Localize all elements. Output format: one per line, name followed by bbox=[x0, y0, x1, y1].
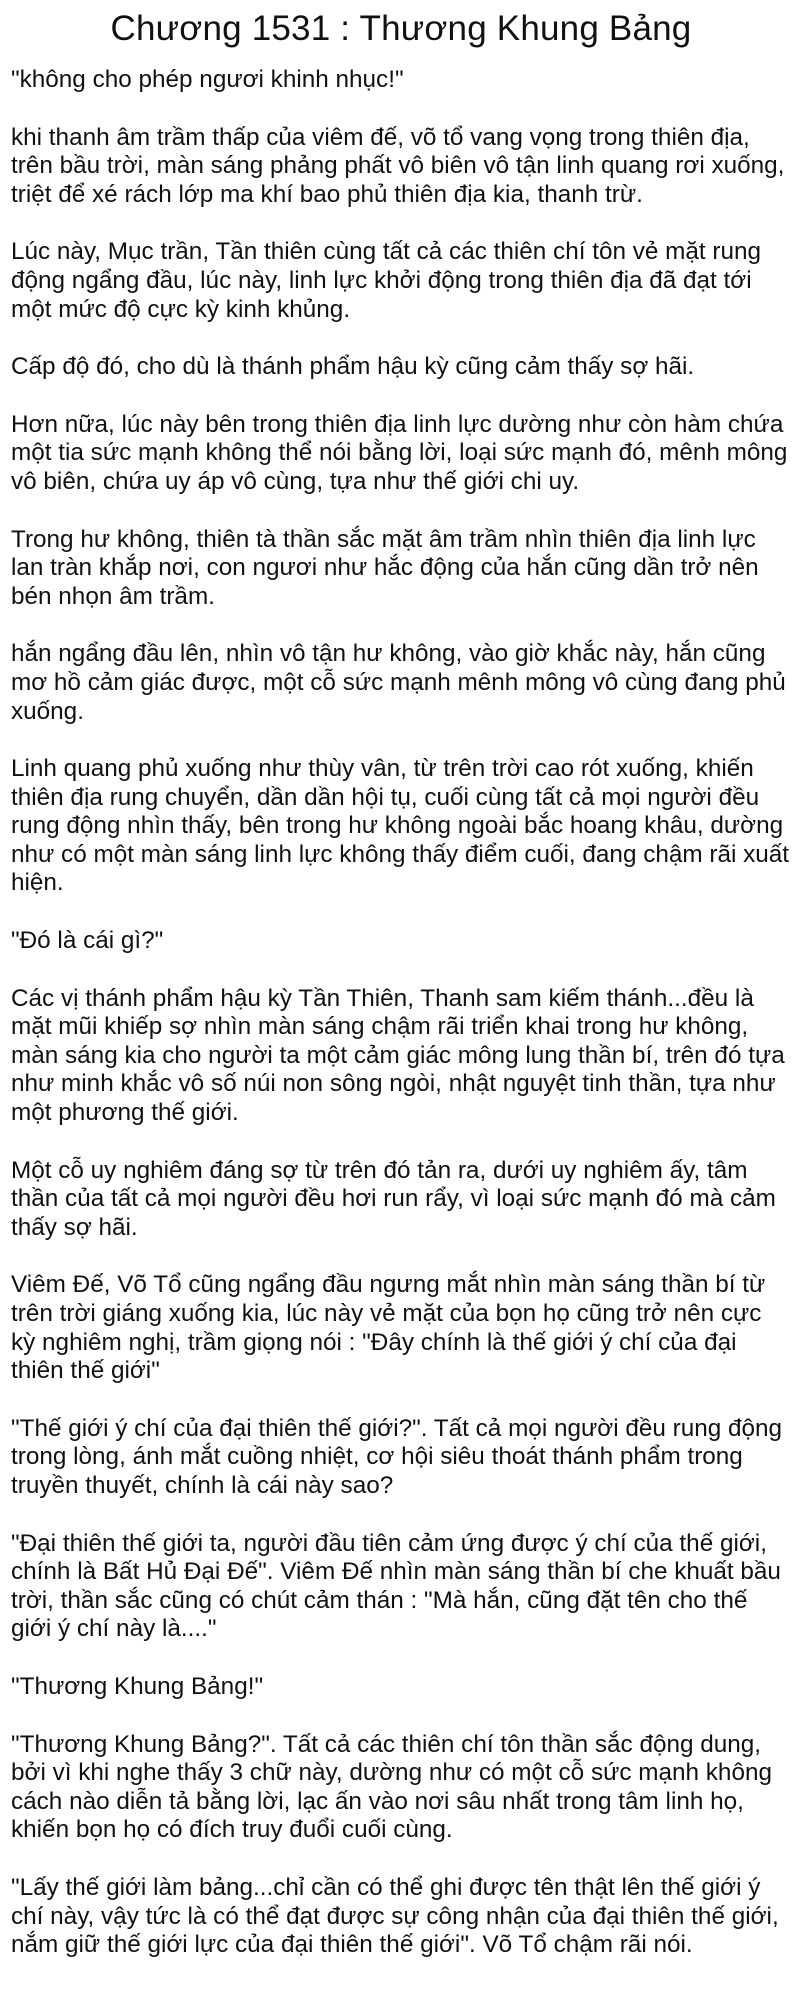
chapter-body bbox=[11, 66, 791, 1960]
paragraph: khi thanh âm trầm thấp của viêm đế, võ tổ vang vọng trong thiên địa, trên bầu trời, màn sáng phảng phất vô biên vô tận linh quang rơi xuống, triệt để xé rách lớp ma khí bao phủ thiên địa kia, thanh trừ. bbox=[11, 123, 785, 208]
paragraph: Một cỗ uy nghiêm đáng sợ từ trên đó tản ra, dưới uy nghiêm ấy, tâm thần của tất cả mọi người đều hơi run rẩy, vì loại sức mạnh đó mà cảm thấy sợ hãi. bbox=[11, 1156, 776, 1241]
paragraph: "Thế giới ý chí của đại thiên thế giới?". Tất cả mọi người đều rung động trong lòng, ánh mắt cuồng nhiệt, cơ hội siêu thoát thánh phẩm trong truyền thuyết, chính là cái này sao? bbox=[11, 1414, 783, 1499]
paragraph: Linh quang phủ xuống như thùy vân, từ trên trời cao rót xuống, khiến thiên địa rung chuyển, dần dần hội tụ, cuối cùng tất cả mọi người đều rung động nhìn thấy, bên trong hư không ngoài bắc hoang khâu, dường như có một màn sáng linh lực không thấy điểm cuối, đang chậm rãi xuất hiện. bbox=[11, 755, 790, 897]
paragraph: Trong hư không, thiên tà thần sắc mặt âm trầm nhìn thiên địa linh lực lan tràn khắp nơi, con ngươi như hắc động của hắn cũng dần trở nên bén nhọn âm trầm. bbox=[11, 525, 759, 610]
paragraph: hắn ngẩng đầu lên, nhìn vô tận hư không, vào giờ khắc này, hắn cũng mơ hồ cảm giác được, một cỗ sức mạnh mênh mông vô cùng đang phủ xuống. bbox=[11, 640, 786, 725]
paragraph: "Thương Khung Bảng?". Tất cả các thiên chí tôn thần sắc động dung, bởi vì khi nghe thấy 3 chữ này, dường như có một cỗ sức mạnh không cách nào diễn tả bằng lời, lạc ấn vào nơi sâu nhất trong tâm linh họ, khiến bọn họ có đích truy đuổi cuối cùng. bbox=[11, 1730, 772, 1844]
paragraph: Các vị thánh phẩm hậu kỳ Tần Thiên, Thanh sam kiếm thánh...đều là mặt mũi khiếp sợ nhìn màn sáng chậm rãi triển khai trong hư không, màn sáng kia cho người ta một cảm giác mông lung thần bí, trên đó tựa như minh khắc vô số núi non sông ngòi, nhật nguyệt tinh thần, tựa như một phương thế giới. bbox=[11, 984, 785, 1127]
paragraph: "Thương Khung Bảng!" bbox=[11, 1672, 264, 1700]
paragraph: "Lấy thế giới làm bảng...chỉ cần có thể ghi được tên thật lên thế giới ý chí này, vậy tức là có thể đạt được sự công nhận của đại thiên thế giới, nắm giữ thế giới lực của đại thiên thế giới". Võ Tổ chậm rãi nói. bbox=[11, 1873, 779, 1959]
paragraph: Lúc này, Mục trần, Tần thiên cùng tất cả các thiên chí tôn vẻ mặt rung động ngẩng đầu, lúc này, linh lực khởi động trong thiên địa đã đạt tới một mức độ cực kỳ kinh khủng. bbox=[11, 238, 762, 323]
paragraph: "Đó là cái gì?" bbox=[11, 927, 164, 955]
paragraph: Viêm Đế, Võ Tổ cũng ngẩng đầu ngưng mắt nhìn màn sáng thần bí từ trên trời giáng xuống kia, lúc này vẻ mặt của bọn họ cũng trở nên cực kỳ nghiêm nghị, trầm giọng nói : "Đây chính là thế giới ý chí của đại thiên thế giới" bbox=[11, 1271, 766, 1385]
chapter-title: Chương 1531 : Thương Khung Bảng bbox=[110, 9, 692, 48]
paragraph: "Đại thiên thế giới ta, người đầu tiên cảm ứng được ý chí của thế giới, chính là Bất Hủ Đại Đế". Viêm Đế nhìn màn sáng thần bí che khuất bầu trời, thần sắc cũng có chút cảm thán : "Mà hắn, cũng đặt tên cho thế giới ý chí này là...." bbox=[11, 1529, 781, 1643]
paragraph: "không cho phép ngươi khinh nhục!" bbox=[11, 66, 404, 93]
paragraph: Cấp độ đó, cho dù là thánh phẩm hậu kỳ cũng cảm thấy sợ hãi. bbox=[11, 353, 695, 381]
paragraph: Hơn nữa, lúc này bên trong thiên địa linh lực dường như còn hàm chứa một tia sức mạnh không thể nói bằng lời, loại sức mạnh đó, mênh mông vô biên, chứa uy áp vô cùng, tựa như thế giới chi uy. bbox=[11, 410, 788, 495]
